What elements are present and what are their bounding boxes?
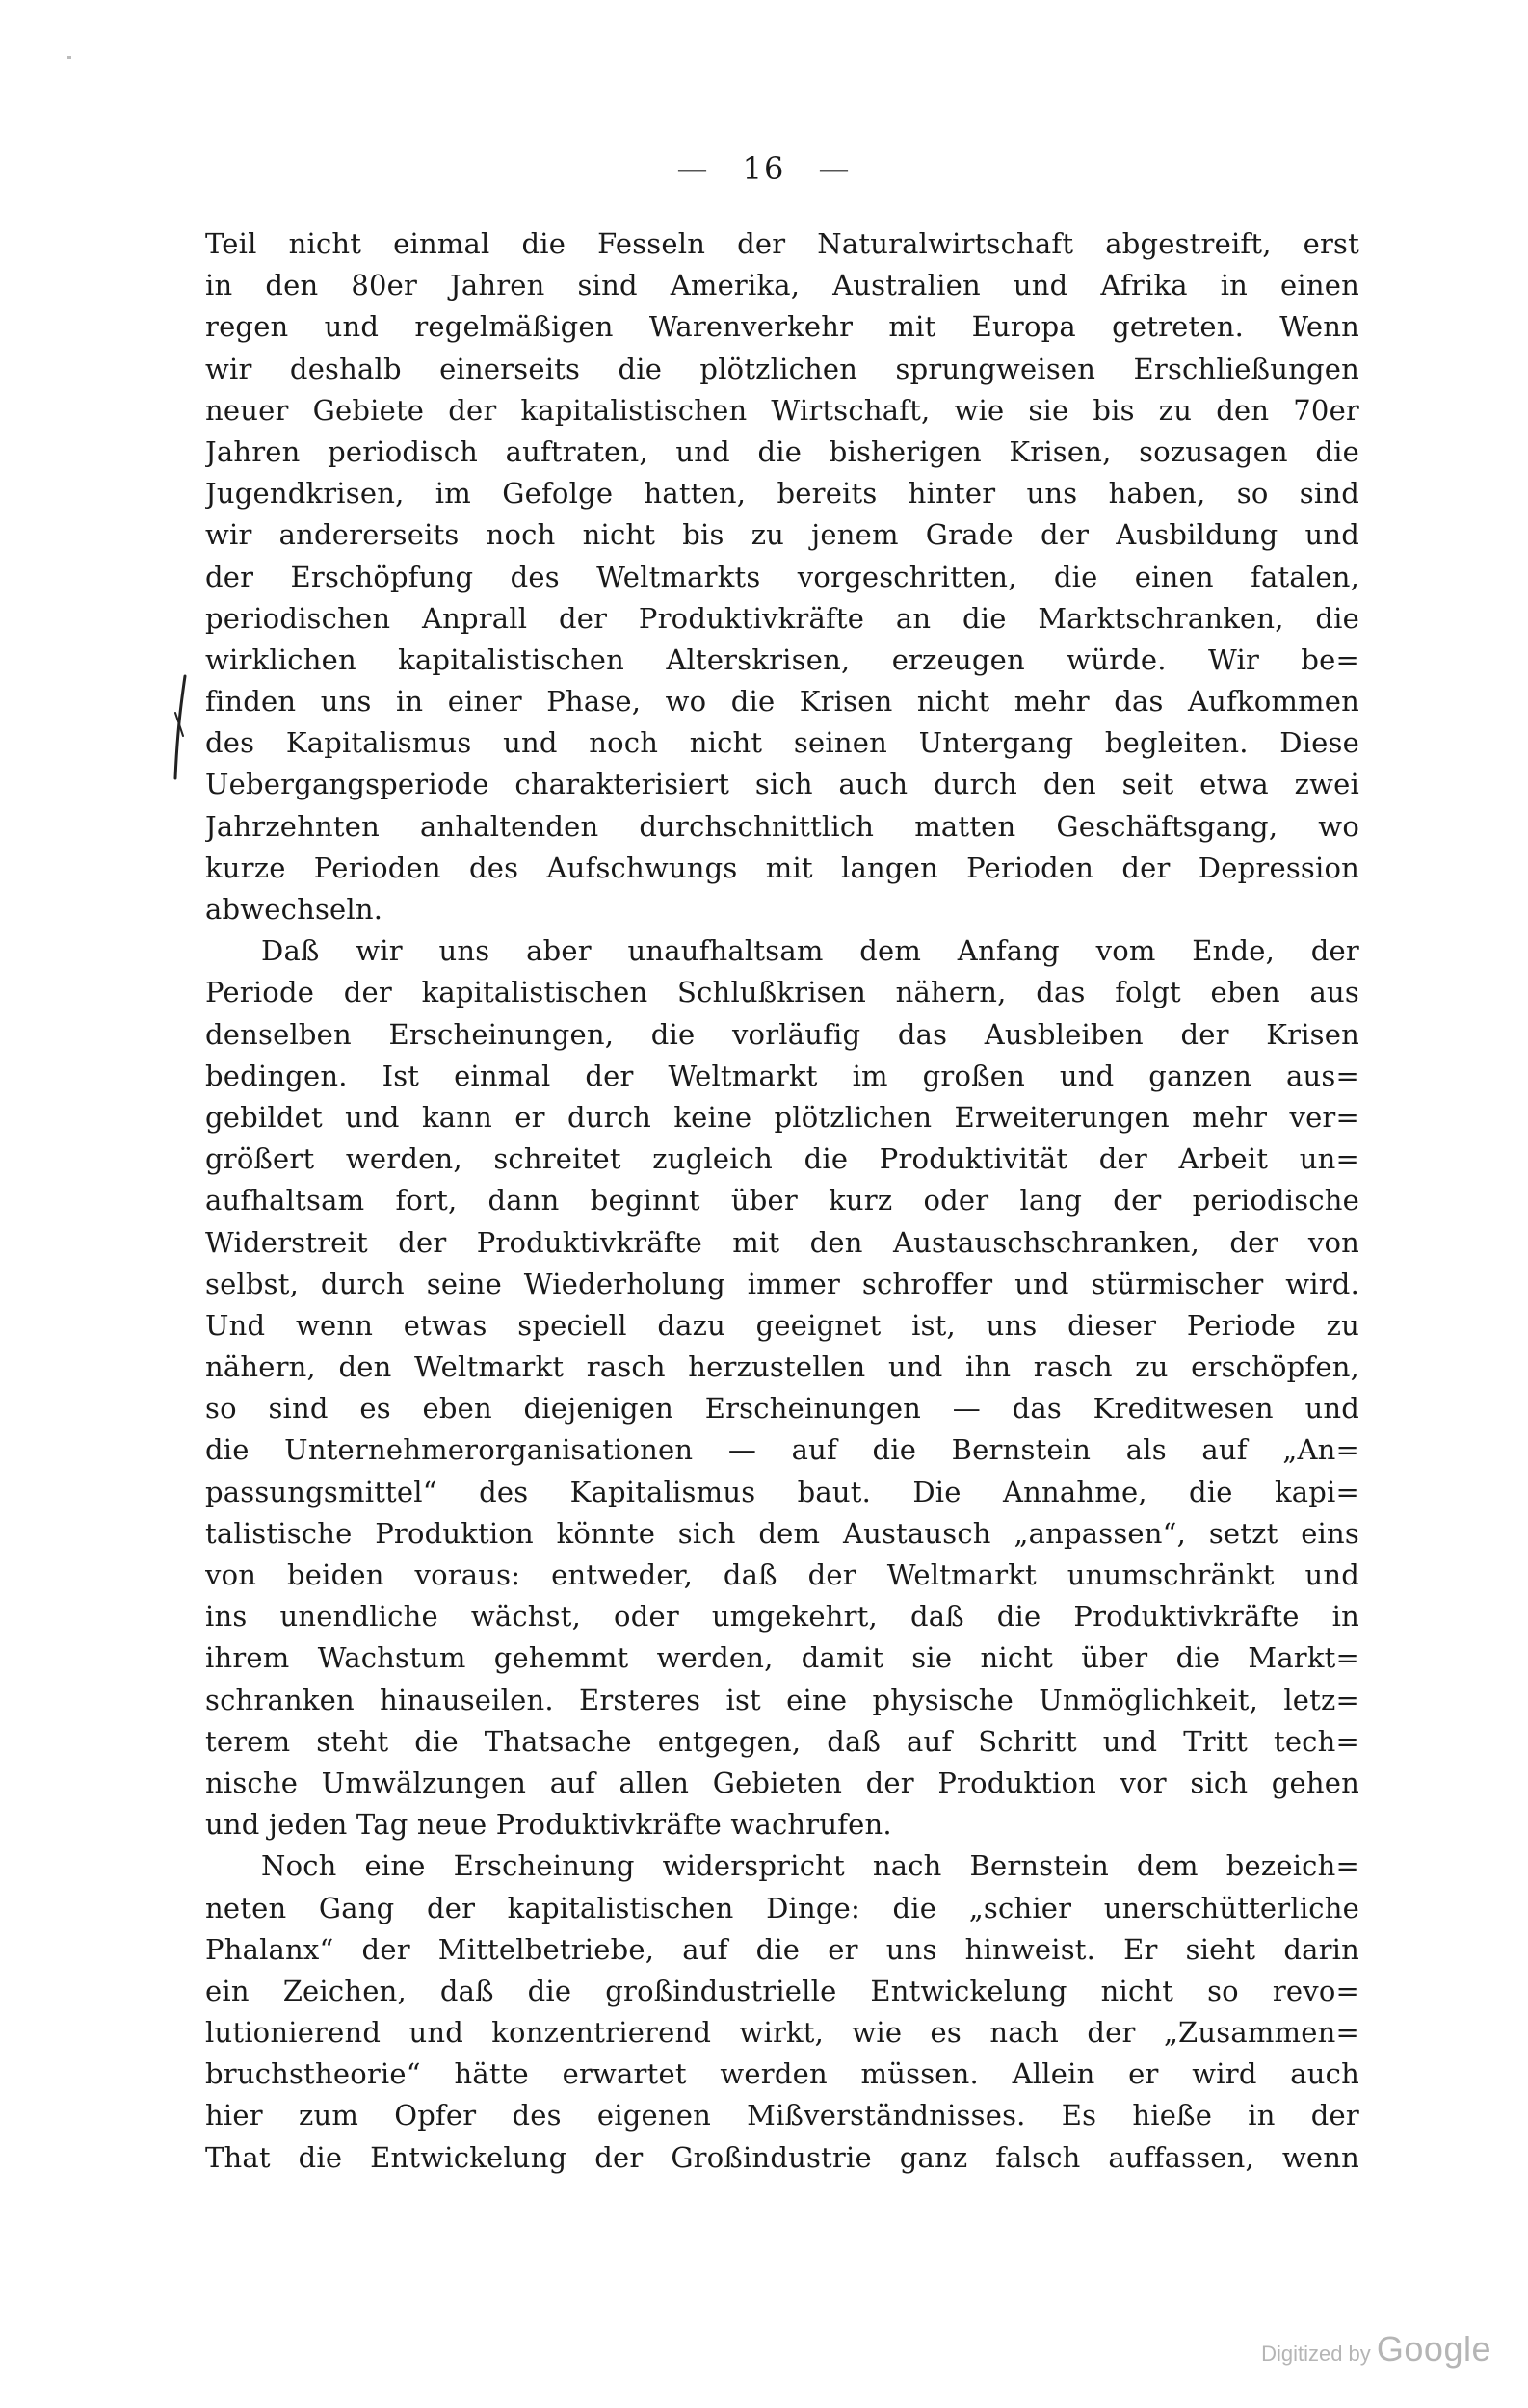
text-line: Periode der kapitalistischen Schlußkrisen nähern, das folgt eben aus [205,976,1359,1009]
text-line: bedingen. Ist einmal der Weltmarkt im großen und ganzen aus= [205,1059,1359,1092]
text-line: ihrem Wachstum gehemmt werden, damit sie nicht über die Markt= [205,1641,1359,1675]
text-line: abwechseln. [205,893,383,926]
text-line: Uebergangsperiode charakterisiert sich auch durch den seit etwa zwei [205,768,1359,801]
text-line: und jeden Tag neue Produktivkräfte wachrufen. [205,1808,892,1842]
text-line: Teil nicht einmal die Fesseln der Naturalwirtschaft abgestreift, erst [205,227,1359,260]
text-line: talistische Produktion könnte sich dem Austausch „anpassen“, setzt eins [205,1516,1359,1550]
text-line: Jahren periodisch auftraten, und die bisherigen Krisen, sozusagen die [205,434,1359,468]
text-line: neten Gang der kapitalistischen Dinge: die „schier unerschütterliche [205,1891,1359,1924]
paragraph-start-line: Noch eine Erscheinung widerspricht nach Bernstein dem bezeich= [261,1849,1359,1883]
text-line: in den 80er Jahren sind Amerika, Australien und Afrika in einen [205,269,1359,302]
text-line: finden uns in einer Phase, wo die Krisen nicht mehr das Aufkommen [205,685,1359,719]
page-number: 16 [742,150,786,187]
digitized-by-watermark [1261,2329,1491,2369]
text-line: schranken hinauseilen. Ersteres ist eine physische Unmöglichkeit, letz= [205,1683,1359,1716]
text-line: Jugendkrisen, im Gefolge hatten, bereits hinter uns haben, so sind [205,477,1359,510]
text-line: so sind es eben diejenigen Erscheinungen — das Kreditwesen und [205,1392,1359,1426]
text-line: größert werden, schreitet zugleich die Produktivität der Arbeit un= [205,1142,1359,1176]
text-line: wir deshalb einerseits die plötzlichen sprungweisen Erschließungen [205,352,1359,385]
text-line: Widerstreit der Produktivkräfte mit den Austauschschranken, der von [205,1225,1359,1259]
text-line: neuer Gebiete der kapitalistischen Wirtschaft, wie sie bis zu den 70er [205,393,1359,427]
text-line: passungsmittel“ des Kapitalismus baut. Die Annahme, die kapi= [205,1475,1359,1508]
text-line: ein Zeichen, daß die großindustrielle Entwickelung nicht so revo= [205,1974,1359,2007]
page-number-dash-right: — [818,150,852,187]
page-number-dash-left: — [676,150,710,187]
text-line: die Unternehmerorganisationen — auf die Bernstein als auf „An= [205,1433,1359,1467]
text-line: denselben Erscheinungen, die vorläufig das Ausbleiben der Krisen [205,1017,1359,1051]
text-line: der Erschöpfung des Weltmarkts vorgeschritten, die einen fatalen, [205,560,1359,593]
text-line: gebildet und kann er durch keine plötzlichen Erweiterungen mehr ver= [205,1100,1359,1134]
text-line: lutionierend und konzentrierend wirkt, wie es nach der „Zusammen= [205,2016,1359,2050]
text-line: periodischen Anprall der Produktivkräfte an die Marktschranken, die [205,601,1359,635]
page-number-header [0,150,1528,187]
text-line: von beiden voraus: entweder, daß der Weltmarkt unumschränkt und [205,1558,1359,1591]
paragraph-start-line: Daß wir uns aber unaufhaltsam dem Anfang vom Ende, der [261,934,1359,968]
margin-pencil-mark [171,674,193,782]
text-line: Jahrzehnten anhaltenden durchschnittlich matten Geschäftsgang, wo [205,809,1359,843]
text-line: nische Umwälzungen auf allen Gebieten der Produktion vor sich gehen [205,1766,1359,1799]
digitized-by-label: Digitized by [1261,2342,1371,2366]
body-text [205,223,1359,2179]
text-line: selbst, durch seine Wiederholung immer schroffer und stürmischer wird. [205,1267,1359,1300]
google-logo: Google [1376,2329,1491,2369]
text-line: hier zum Opfer des eigenen Mißverständnisses. Es hieße in der [205,2099,1359,2133]
text-line: Phalanx“ der Mittelbetriebe, auf die er uns hinweist. Er sieht darin [205,1932,1359,1966]
text-line: wir andererseits noch nicht bis zu jenem Grade der Ausbildung und [205,518,1359,552]
text-line: ins unendliche wächst, oder umgekehrt, daß die Produktivkräfte in [205,1600,1359,1634]
text-line: terem steht die Thatsache entgegen, daß auf Schritt und Tritt tech= [205,1724,1359,1758]
text-line: regen und regelmäßigen Warenverkehr mit Europa getreten. Wenn [205,310,1359,344]
text-line: That die Entwickelung der Großindustrie ganz falsch auffassen, wenn [205,2140,1359,2174]
text-line: aufhaltsam fort, dann beginnt über kurz oder lang der periodische [205,1184,1359,1217]
text-line: des Kapitalismus und noch nicht seinen Untergang begleiten. Diese [205,726,1359,760]
text-line: nähern, den Weltmarkt rasch herzustellen und ihn rasch zu erschöpfen, [205,1350,1359,1384]
text-line: bruchstheorie“ hätte erwartet werden müssen. Allein er wird auch [205,2057,1359,2091]
scan-speck [67,56,71,59]
text-line: kurze Perioden des Aufschwungs mit langen Perioden der Depression [205,851,1359,884]
text-line: Und wenn etwas speciell dazu geeignet ist, uns dieser Periode zu [205,1308,1359,1342]
text-line: wirklichen kapitalistischen Alterskrisen, erzeugen würde. Wir be= [205,642,1359,676]
